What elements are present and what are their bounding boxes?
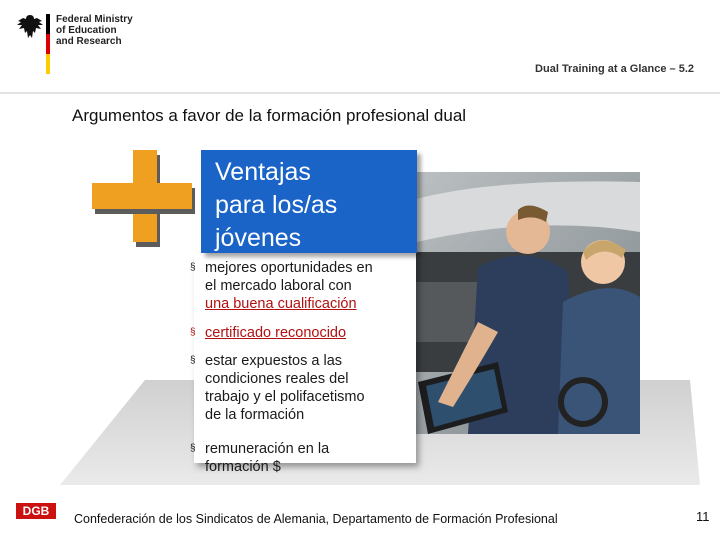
german-flag-stripe [46, 14, 50, 74]
bullet-line: mejores oportunidades en [205, 260, 373, 276]
ministry-line: Federal Ministry [56, 14, 133, 25]
heading-card [201, 150, 417, 253]
bullet-line: trabajo y el polifacetismo [205, 389, 365, 405]
bullet-marker: § [190, 355, 196, 366]
footer-text: Confederación de los Sindicatos de Alemania, Departamento de Formación Profesional [74, 512, 558, 526]
heading-line: jóvenes [215, 224, 302, 252]
heading-line: Ventajas [215, 158, 311, 186]
bullet-marker: § [190, 443, 196, 454]
page-title: Argumentos a favor de la formación profesional dual [72, 106, 467, 125]
federal-eagle-icon [14, 12, 46, 44]
plus-icon-bar [92, 183, 192, 209]
bullet-marker: § [190, 262, 196, 273]
bullet-line: certificado reconocido [205, 325, 347, 341]
flag-stripe-gold [46, 54, 50, 74]
header-divider [0, 92, 720, 94]
ministry-name [56, 14, 133, 47]
bullet-line: una buena cualificación [205, 296, 357, 312]
bullet-line: remuneración en la [205, 441, 330, 457]
bullet-marker: § [190, 327, 196, 338]
section-label: Dual Training at a Glance – 5.2 [535, 63, 694, 75]
bullet-line: estar expuestos a las [205, 353, 343, 369]
dgb-logo: DGB [16, 503, 56, 519]
flag-stripe-red [46, 34, 50, 54]
ministry-line: of Education [56, 25, 117, 36]
bullet-line: el mercado laboral con [205, 278, 352, 294]
bullet-line: de la formación [205, 407, 305, 423]
bullet-line: condiciones reales del [205, 371, 349, 387]
workshop-photo [378, 172, 640, 434]
bullet-line: formación $ [205, 459, 281, 475]
ministry-line: and Research [56, 36, 122, 47]
flag-stripe-black [46, 14, 50, 34]
heading-line: para los/as [215, 191, 338, 219]
page-number: 11 [696, 509, 710, 524]
